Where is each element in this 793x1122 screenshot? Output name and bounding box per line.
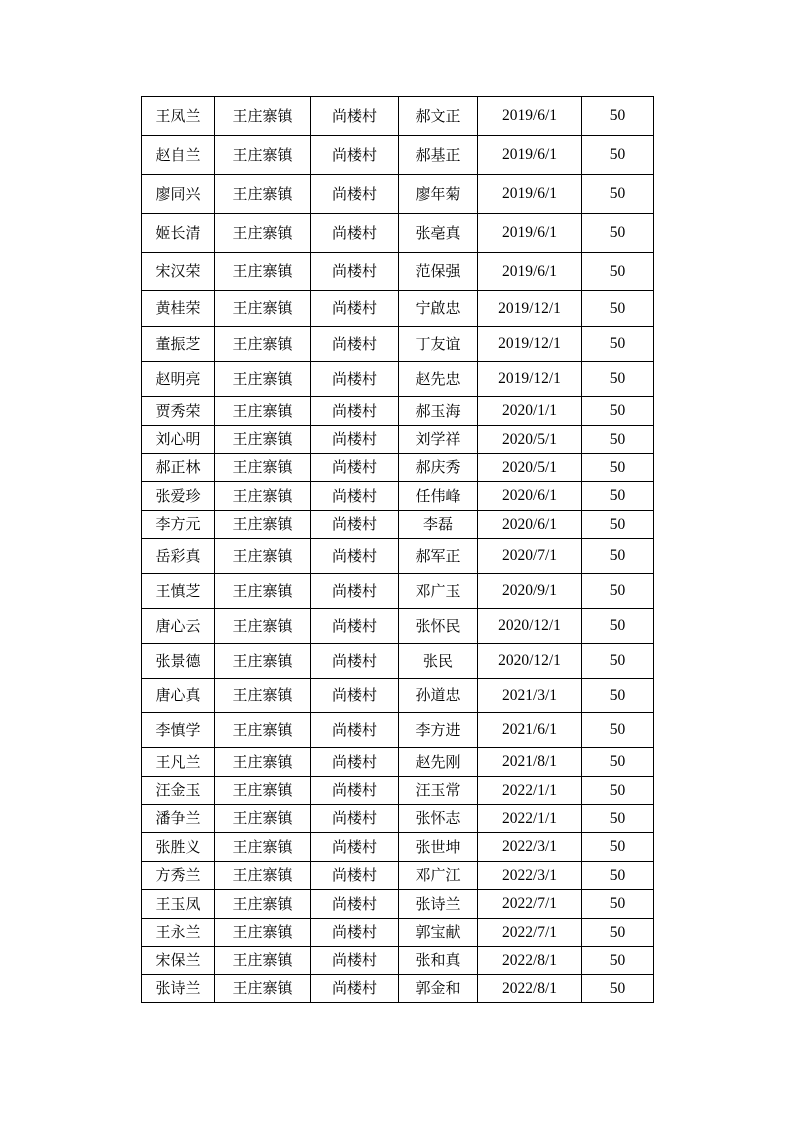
town-cell: 王庄寨镇	[215, 327, 311, 362]
village-cell: 尚楼村	[311, 609, 399, 644]
amount-cell: 50	[582, 975, 654, 1003]
date-cell: 2022/1/1	[478, 777, 582, 805]
recipient-name-cell: 张诗兰	[142, 975, 215, 1003]
date-cell: 2022/7/1	[478, 919, 582, 947]
recipient-name-cell: 宋汉荣	[142, 253, 215, 291]
date-cell: 2020/5/1	[478, 426, 582, 454]
date-cell: 2019/6/1	[478, 253, 582, 291]
town-cell: 王庄寨镇	[215, 748, 311, 777]
village-cell: 尚楼村	[311, 805, 399, 833]
recipient-name-cell: 宋保兰	[142, 947, 215, 975]
recipient-name-cell: 唐心真	[142, 679, 215, 713]
table-row	[142, 862, 654, 890]
amount-cell: 50	[582, 947, 654, 975]
table-row	[142, 253, 654, 291]
village-cell: 尚楼村	[311, 97, 399, 136]
amount-cell: 50	[582, 362, 654, 397]
table-row	[142, 175, 654, 214]
village-cell: 尚楼村	[311, 397, 399, 426]
village-cell: 尚楼村	[311, 777, 399, 805]
related-person-cell: 孙道忠	[399, 679, 478, 713]
amount-cell: 50	[582, 426, 654, 454]
town-cell: 王庄寨镇	[215, 890, 311, 919]
town-cell: 王庄寨镇	[215, 454, 311, 482]
amount-cell: 50	[582, 291, 654, 327]
date-cell: 2019/12/1	[478, 327, 582, 362]
table-row	[142, 511, 654, 539]
amount-cell: 50	[582, 397, 654, 426]
date-cell: 2020/12/1	[478, 609, 582, 644]
town-cell: 王庄寨镇	[215, 397, 311, 426]
table-row	[142, 679, 654, 713]
town-cell: 王庄寨镇	[215, 175, 311, 214]
amount-cell: 50	[582, 97, 654, 136]
town-cell: 王庄寨镇	[215, 362, 311, 397]
town-cell: 王庄寨镇	[215, 947, 311, 975]
recipient-name-cell: 岳彩真	[142, 539, 215, 574]
date-cell: 2020/5/1	[478, 454, 582, 482]
recipient-name-cell: 贾秀荣	[142, 397, 215, 426]
town-cell: 王庄寨镇	[215, 833, 311, 862]
amount-cell: 50	[582, 175, 654, 214]
amount-cell: 50	[582, 511, 654, 539]
recipient-name-cell: 张爱珍	[142, 482, 215, 511]
related-person-cell: 张亳真	[399, 214, 478, 253]
village-cell: 尚楼村	[311, 862, 399, 890]
village-cell: 尚楼村	[311, 574, 399, 609]
amount-cell: 50	[582, 609, 654, 644]
recipient-name-cell: 赵自兰	[142, 136, 215, 175]
amount-cell: 50	[582, 679, 654, 713]
village-cell: 尚楼村	[311, 713, 399, 748]
amount-cell: 50	[582, 214, 654, 253]
recipient-name-cell: 唐心云	[142, 609, 215, 644]
table-row	[142, 327, 654, 362]
subsidy-table	[141, 96, 654, 1003]
town-cell: 王庄寨镇	[215, 291, 311, 327]
town-cell: 王庄寨镇	[215, 136, 311, 175]
related-person-cell: 张诗兰	[399, 890, 478, 919]
related-person-cell: 郝基正	[399, 136, 478, 175]
town-cell: 王庄寨镇	[215, 713, 311, 748]
town-cell: 王庄寨镇	[215, 426, 311, 454]
table-row	[142, 890, 654, 919]
related-person-cell: 张怀民	[399, 609, 478, 644]
recipient-name-cell: 刘心明	[142, 426, 215, 454]
date-cell: 2022/7/1	[478, 890, 582, 919]
amount-cell: 50	[582, 890, 654, 919]
amount-cell: 50	[582, 327, 654, 362]
related-person-cell: 范保强	[399, 253, 478, 291]
table-row	[142, 136, 654, 175]
village-cell: 尚楼村	[311, 175, 399, 214]
town-cell: 王庄寨镇	[215, 919, 311, 947]
table-row	[142, 947, 654, 975]
town-cell: 王庄寨镇	[215, 574, 311, 609]
related-person-cell: 张怀志	[399, 805, 478, 833]
amount-cell: 50	[582, 574, 654, 609]
related-person-cell: 赵先忠	[399, 362, 478, 397]
related-person-cell: 刘学祥	[399, 426, 478, 454]
related-person-cell: 汪玉常	[399, 777, 478, 805]
village-cell: 尚楼村	[311, 919, 399, 947]
village-cell: 尚楼村	[311, 454, 399, 482]
related-person-cell: 张世坤	[399, 833, 478, 862]
date-cell: 2021/6/1	[478, 713, 582, 748]
table-row	[142, 609, 654, 644]
town-cell: 王庄寨镇	[215, 644, 311, 679]
date-cell: 2020/7/1	[478, 539, 582, 574]
table-row	[142, 97, 654, 136]
date-cell: 2022/3/1	[478, 862, 582, 890]
amount-cell: 50	[582, 136, 654, 175]
date-cell: 2020/9/1	[478, 574, 582, 609]
town-cell: 王庄寨镇	[215, 214, 311, 253]
date-cell: 2019/12/1	[478, 291, 582, 327]
town-cell: 王庄寨镇	[215, 679, 311, 713]
date-cell: 2019/6/1	[478, 214, 582, 253]
table-row	[142, 777, 654, 805]
town-cell: 王庄寨镇	[215, 862, 311, 890]
village-cell: 尚楼村	[311, 426, 399, 454]
village-cell: 尚楼村	[311, 975, 399, 1003]
recipient-name-cell: 方秀兰	[142, 862, 215, 890]
amount-cell: 50	[582, 805, 654, 833]
village-cell: 尚楼村	[311, 136, 399, 175]
table-row	[142, 539, 654, 574]
table-row	[142, 426, 654, 454]
recipient-name-cell: 王凤兰	[142, 97, 215, 136]
table-row	[142, 362, 654, 397]
table-row	[142, 713, 654, 748]
related-person-cell: 赵先刚	[399, 748, 478, 777]
table-row	[142, 291, 654, 327]
village-cell: 尚楼村	[311, 748, 399, 777]
recipient-name-cell: 王慎芝	[142, 574, 215, 609]
town-cell: 王庄寨镇	[215, 609, 311, 644]
recipient-name-cell: 潘争兰	[142, 805, 215, 833]
related-person-cell: 李方进	[399, 713, 478, 748]
amount-cell: 50	[582, 253, 654, 291]
related-person-cell: 郭宝献	[399, 919, 478, 947]
date-cell: 2020/6/1	[478, 511, 582, 539]
date-cell: 2022/8/1	[478, 975, 582, 1003]
amount-cell: 50	[582, 644, 654, 679]
date-cell: 2020/12/1	[478, 644, 582, 679]
table-row	[142, 574, 654, 609]
amount-cell: 50	[582, 833, 654, 862]
related-person-cell: 郝文正	[399, 97, 478, 136]
related-person-cell: 廖年菊	[399, 175, 478, 214]
recipient-name-cell: 姬长清	[142, 214, 215, 253]
village-cell: 尚楼村	[311, 511, 399, 539]
recipient-name-cell: 黄桂荣	[142, 291, 215, 327]
village-cell: 尚楼村	[311, 362, 399, 397]
date-cell: 2022/3/1	[478, 833, 582, 862]
table-row	[142, 454, 654, 482]
recipient-name-cell: 王凡兰	[142, 748, 215, 777]
recipient-name-cell: 张胜义	[142, 833, 215, 862]
town-cell: 王庄寨镇	[215, 539, 311, 574]
related-person-cell: 郝庆秀	[399, 454, 478, 482]
related-person-cell: 张和真	[399, 947, 478, 975]
amount-cell: 50	[582, 454, 654, 482]
date-cell: 2022/8/1	[478, 947, 582, 975]
amount-cell: 50	[582, 777, 654, 805]
related-person-cell: 宁啟忠	[399, 291, 478, 327]
village-cell: 尚楼村	[311, 679, 399, 713]
related-person-cell: 邓广江	[399, 862, 478, 890]
village-cell: 尚楼村	[311, 833, 399, 862]
table-row	[142, 748, 654, 777]
town-cell: 王庄寨镇	[215, 253, 311, 291]
table-row	[142, 975, 654, 1003]
recipient-name-cell: 郝正林	[142, 454, 215, 482]
town-cell: 王庄寨镇	[215, 511, 311, 539]
date-cell: 2022/1/1	[478, 805, 582, 833]
related-person-cell: 邓广玉	[399, 574, 478, 609]
recipient-name-cell: 董振芝	[142, 327, 215, 362]
recipient-name-cell: 廖同兴	[142, 175, 215, 214]
date-cell: 2019/6/1	[478, 175, 582, 214]
table-row	[142, 397, 654, 426]
recipient-name-cell: 赵明亮	[142, 362, 215, 397]
recipient-name-cell: 王永兰	[142, 919, 215, 947]
amount-cell: 50	[582, 713, 654, 748]
table-row	[142, 644, 654, 679]
village-cell: 尚楼村	[311, 539, 399, 574]
table-row	[142, 833, 654, 862]
village-cell: 尚楼村	[311, 644, 399, 679]
village-cell: 尚楼村	[311, 890, 399, 919]
related-person-cell: 李磊	[399, 511, 478, 539]
related-person-cell: 郝玉海	[399, 397, 478, 426]
recipient-name-cell: 张景德	[142, 644, 215, 679]
village-cell: 尚楼村	[311, 214, 399, 253]
related-person-cell: 郝军正	[399, 539, 478, 574]
table-row	[142, 805, 654, 833]
related-person-cell: 张民	[399, 644, 478, 679]
date-cell: 2020/6/1	[478, 482, 582, 511]
table-row	[142, 482, 654, 511]
date-cell: 2021/8/1	[478, 748, 582, 777]
town-cell: 王庄寨镇	[215, 805, 311, 833]
related-person-cell: 丁友谊	[399, 327, 478, 362]
amount-cell: 50	[582, 862, 654, 890]
table-row	[142, 919, 654, 947]
town-cell: 王庄寨镇	[215, 975, 311, 1003]
recipient-name-cell: 汪金玉	[142, 777, 215, 805]
town-cell: 王庄寨镇	[215, 777, 311, 805]
date-cell: 2021/3/1	[478, 679, 582, 713]
amount-cell: 50	[582, 748, 654, 777]
related-person-cell: 任伟峰	[399, 482, 478, 511]
town-cell: 王庄寨镇	[215, 97, 311, 136]
recipient-name-cell: 李慎学	[142, 713, 215, 748]
table-body	[142, 97, 654, 1003]
related-person-cell: 郭金和	[399, 975, 478, 1003]
village-cell: 尚楼村	[311, 291, 399, 327]
town-cell: 王庄寨镇	[215, 482, 311, 511]
date-cell: 2019/6/1	[478, 97, 582, 136]
village-cell: 尚楼村	[311, 482, 399, 511]
date-cell: 2019/6/1	[478, 136, 582, 175]
recipient-name-cell: 王玉凤	[142, 890, 215, 919]
village-cell: 尚楼村	[311, 947, 399, 975]
village-cell: 尚楼村	[311, 327, 399, 362]
date-cell: 2020/1/1	[478, 397, 582, 426]
date-cell: 2019/12/1	[478, 362, 582, 397]
amount-cell: 50	[582, 919, 654, 947]
village-cell: 尚楼村	[311, 253, 399, 291]
amount-cell: 50	[582, 482, 654, 511]
table-row	[142, 214, 654, 253]
recipient-name-cell: 李方元	[142, 511, 215, 539]
amount-cell: 50	[582, 539, 654, 574]
